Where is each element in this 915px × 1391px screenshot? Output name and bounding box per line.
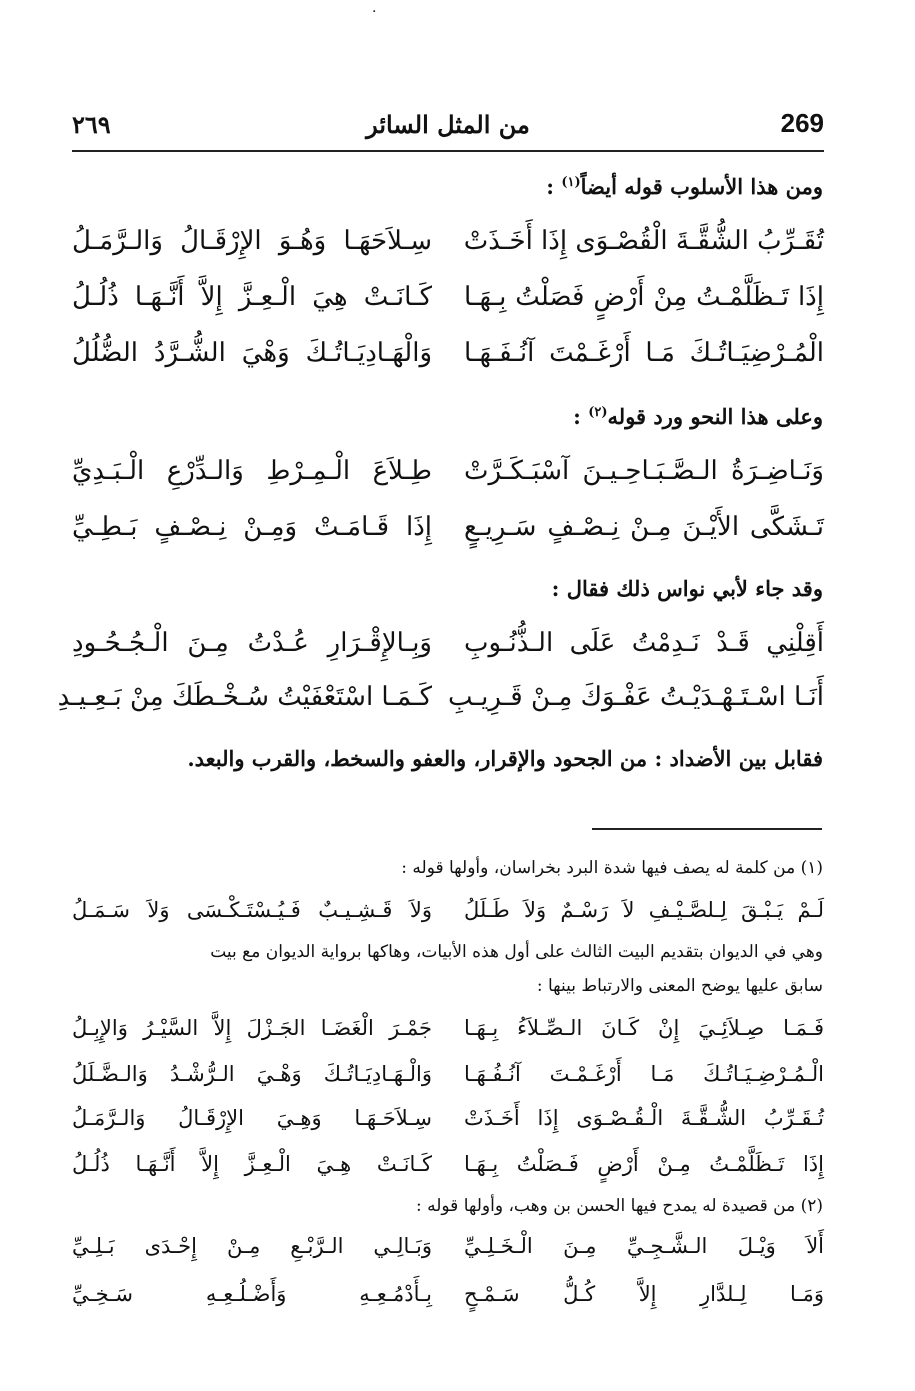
intro-line-1: ومن هذا الأسلوب قوله أيضاً$^{(١)}$ : — [546, 174, 823, 199]
hemistich-right: تُقَـرِّبُ الشُّقَّـةَ الْقُصْـوَى إِذَا أَخَـذَتْ — [463, 226, 824, 256]
hemistich-left: طِـلاَعَ الْـمِـرْطِ وَالـدِّرْعِ الْـبَـدِيِّ — [72, 456, 432, 486]
footnote-rule — [592, 828, 822, 830]
hemistich-left: إِذَا قَـامَـتْ وَمِـنْ نِـصْـفٍ بَـطِـيِّ — [72, 512, 432, 542]
hemistich-right: فَـمَـا صِـلاَئِـيَ إِنْ كَـانَ الـصِّـلاَءُ بِـهَـا — [464, 1016, 824, 1040]
hemistich-left: بِـأَدْمُـعِـهِ وَأَضْـلُـعِـهِ سَـخِـيِّ — [72, 1282, 432, 1306]
poem2-verse-1 — [72, 456, 824, 506]
footnote-1-verse — [72, 898, 824, 938]
hemistich-right: تَـشَكَّى الأَيْـنَ مِـنْ نِـصْـفٍ سَـرِيـعٍ — [464, 512, 824, 542]
footnote-1-poem-verse-1 — [72, 1016, 824, 1056]
hemistich-right: لَـمْ يَـبْـقَ لِـلصَّـيْـفِ لاَ رَسْـمٌ وَلاَ طَـلَلُ — [464, 898, 824, 922]
poem1-verse-1 — [72, 226, 824, 276]
running-title: من المثل السائر — [366, 110, 530, 139]
hemistich-left: وَالْـهَـادِيَـاتُـكَ وَهْـيَ الـرُّشْـدُ وَالـضَّـلَلُ — [72, 1062, 432, 1086]
poem1-verse-2 — [72, 282, 824, 332]
poem3-verse-1 — [72, 628, 824, 678]
hemistich-left: سِـلاَحَـهَـا وَهِـيَ الإِرْقَـالُ وَالـرَّمَـلُ — [72, 1106, 432, 1130]
hemistich-right: إِذَا تَـظَلَّمْـتُ مِـنْ أَرْضٍ فَـصَلْتُ بِـهَـا — [464, 1152, 824, 1176]
page-number: 269 — [780, 108, 824, 138]
hemistich-left: جَمْـرَ الْغَضَـا الجَـزْلَ إِلاَّ السَّيْـرُ وَالإِبِـلُ — [72, 1016, 432, 1040]
header-rule — [72, 150, 824, 152]
running-header — [72, 100, 824, 148]
hemistich-right: إِذَا تَـظَلَّمْـتُ مِنْ أَرْضٍ فَصَلْتُ بِـهَـا — [464, 282, 824, 312]
hemistich-left: كَـانَـتْ هِـيَ الْـعِـزَّ إِلاَّ أَنَّـهَـا ذُلُـلُ — [72, 1152, 432, 1176]
hemistich-right: أَنَـا اسْـتَـهْـدَيْـتُ عَفْـوَكَ مِـنْ قَـرِيـبِ — [447, 682, 824, 712]
poem1-verse-3 — [72, 338, 824, 388]
hemistich-left: كَـمَـا اسْتَعْفَيْتُ سُـخْـطَكَ مِنْ بَـعِـيـدِ — [57, 682, 432, 712]
hemistich-right: الْـمُـرْضِـيَـاتُـكَ مَـا أَرْغَـمْـتَ آنُـفُـهَـا — [464, 1062, 824, 1086]
hemistich-left: كَـانَـتْ هِيَ الْـعِـزَّ إِلاَّ أَنَّـهَـا ذُلُـلُ — [72, 282, 432, 312]
hemistich-right: أَقِلْنِي قَـدْ نَـدِمْتُ عَلَى الـذُّنُـوبِ — [464, 628, 824, 658]
hemistich-right: وَنَـاضِـرَةُ الـصَّـبَـاحِـيـنَ آسْبَـكَـرَّتْ — [464, 456, 824, 486]
hemistich-left: وَالْهَـادِيَـاتُـكَ وَهْيَ الشُّـرَّدُ الضُّلُلُ — [72, 338, 432, 368]
poem3-verse-2 — [57, 682, 824, 732]
intro-line-2: وعلى هذا النحو ورد قوله$^{(٢)}$ : — [573, 404, 823, 429]
footnote-1-text-2: سابق عليها يوضح المعنى والارتباط بينها : — [536, 976, 823, 996]
poem2-verse-2 — [72, 512, 824, 562]
footnote-1-intro: (١) من كلمة له يصف فيها شدة البرد بخراسان، وأولها قوله : — [401, 858, 823, 878]
footnote-2-intro: (٢) من قصيدة له يمدح فيها الحسن بن وهب، وأولها قوله : — [415, 1196, 823, 1216]
footnote-1-poem-verse-2 — [72, 1062, 824, 1102]
footnote-1-poem-verse-4 — [72, 1152, 824, 1192]
hemistich-left: وَبَـالِـي الـرَّبْـعِ مِـنْ إِحْـدَى بَـلِـيِّ — [72, 1234, 432, 1258]
footnote-1-text-1: وهي في الديوان بتقديم البيت الثالث على أول هذه الأبيات، وهاكها برواية الديوان مع بيت — [210, 942, 823, 962]
speck: · — [372, 4, 377, 20]
hemistich-right: أَلاَ وَيْـلَ الـشَّـجِـيِّ مِـنَ الْـخَـلِـيِّ — [464, 1234, 824, 1258]
hemistich-left: وَبِـالإِقْـرَارِ عُـدْتُ مِـنَ الْـجُـحُـودِ — [72, 628, 432, 658]
conclusion-line: فقابل بين الأضداد : من الجحود والإقرار، والعفو والسخط، والقرب والبعد. — [187, 746, 823, 771]
hemistich-right: تُـقَـرِّبُ الشُّـقَّـةَ الْـقُـصْـوَى إِذَا أَخَـذَتْ — [464, 1106, 824, 1130]
footnote-1-poem-verse-3 — [72, 1106, 824, 1146]
footnote-2-poem-verse-2 — [72, 1282, 824, 1322]
hemistich-right: وَمَـا لِـلدَّارِ إِلاَّ كُـلُّ سَـمْـحٍ — [464, 1282, 824, 1306]
hemistich-left: سِـلاَحَهَـا وَهُـوَ الإِرْقَـالُ وَالـرَّمَـلُ — [72, 226, 432, 256]
intro-line-3: وقد جاء لأبي نواس ذلك فقال : — [551, 576, 823, 601]
hemistich-right: الْمُـرْضِيَـاتُـكَ مَـا أَرْغَـمْتَ آنُـفَـهَـا — [464, 338, 824, 368]
footnote-2-poem-verse-1 — [72, 1234, 824, 1274]
hemistich-left: وَلاَ قَـشِـيـبٌ فَـيُـسْتَـكْـسَى وَلاَ سَـمَـلُ — [72, 898, 432, 922]
page-number-arabic: ٢٦٩ — [72, 110, 111, 139]
